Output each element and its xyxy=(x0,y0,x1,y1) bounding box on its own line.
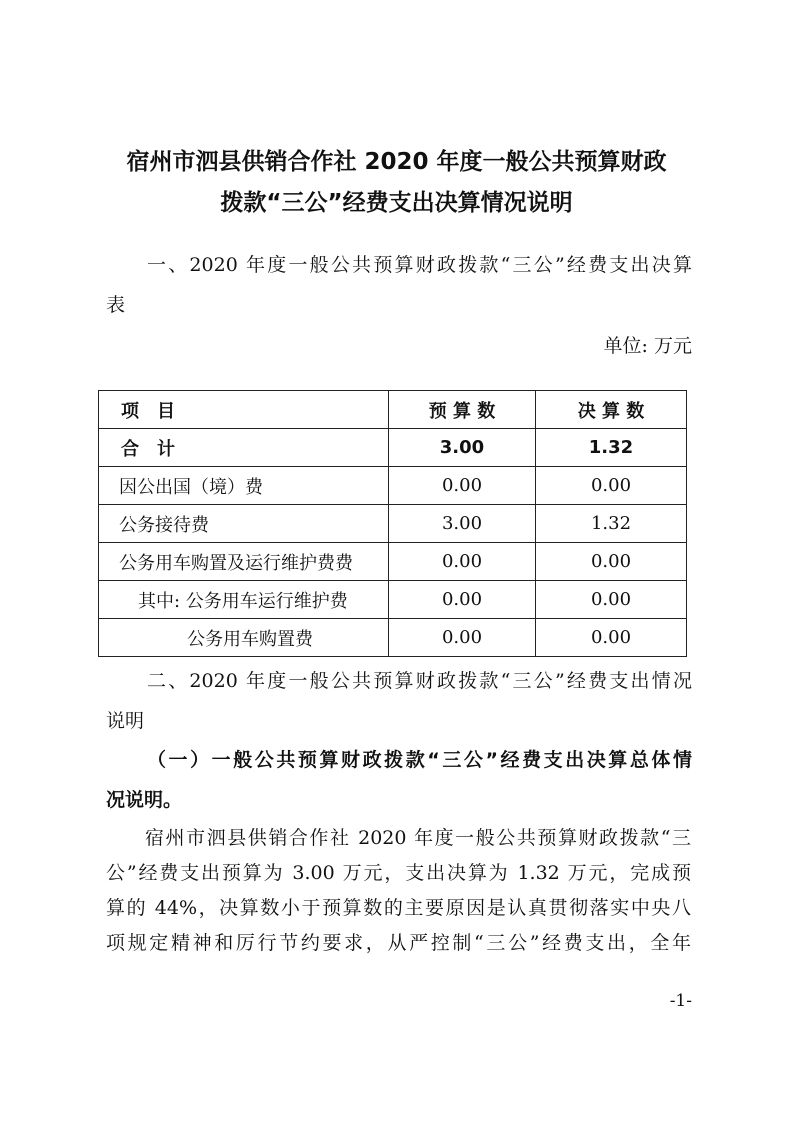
row-label: 公务接待费 xyxy=(99,505,389,543)
table-row xyxy=(99,619,687,657)
paragraph-line: 公”经费支出预算为 3.00 万元，支出决算为 1.32 万元，完成预 xyxy=(106,862,691,884)
row-actual-value: 1.32 xyxy=(536,505,687,543)
row-label: 公务用车购置费 xyxy=(99,619,389,657)
subsection-heading: （一）一般公共预算财政拨款“三公”经费支出决算总体情 xyxy=(147,749,692,771)
paragraph-line: 宿州市泗县供销合作社 2020 年度一般公共预算财政拨款“三 xyxy=(145,827,691,849)
section-1-heading: 一、2020 年度一般公共预算财政拨款“三公”经费支出决算 xyxy=(147,254,692,276)
row-budget-value: 0.00 xyxy=(389,467,536,505)
table-row xyxy=(99,543,687,581)
section-2-heading: 二、2020 年度一般公共预算财政拨款“三公”经费支出情况 xyxy=(147,670,692,692)
paragraph-line: 项规定精神和厉行节约要求，从严控制“三公”经费支出，全年 xyxy=(106,932,691,954)
document-title-line-1: 宿州市泗县供销合作社 2020 年度一般公共预算财政 xyxy=(126,149,667,175)
section-2-heading-continued: 说明 xyxy=(106,710,145,732)
row-budget-value: 3.00 xyxy=(389,505,536,543)
table-header-row xyxy=(99,391,687,429)
table-row-total xyxy=(99,429,687,467)
table-row xyxy=(99,467,687,505)
row-actual-value: 0.00 xyxy=(536,543,687,581)
column-header-item: 项 目 xyxy=(99,391,389,429)
row-label: 其中: 公务用车运行维护费 xyxy=(99,581,389,619)
row-label: 因公出国（境）费 xyxy=(99,467,389,505)
row-actual-value: 0.00 xyxy=(536,467,687,505)
row-budget-value: 0.00 xyxy=(389,543,536,581)
total-label: 合 计 xyxy=(99,429,389,467)
section-1-heading-continued: 表 xyxy=(106,294,126,316)
document-title-line-2: 拨款“三公”经费支出决算情况说明 xyxy=(220,190,573,216)
subsection-heading-continued: 况说明。 xyxy=(106,789,183,811)
column-header-actual: 决 算 数 xyxy=(536,391,687,429)
row-actual-value: 0.00 xyxy=(536,619,687,657)
total-actual-value: 1.32 xyxy=(536,429,687,467)
row-label: 公务用车购置及运行维护费费 xyxy=(99,543,389,581)
table-row xyxy=(99,581,687,619)
unit-label: 单位: 万元 xyxy=(603,335,692,357)
row-actual-value: 0.00 xyxy=(536,581,687,619)
table-row xyxy=(99,505,687,543)
total-budget-value: 3.00 xyxy=(389,429,536,467)
paragraph-line: 算的 44%，决算数小于预算数的主要原因是认真贯彻落实中央八 xyxy=(106,897,691,919)
row-budget-value: 0.00 xyxy=(389,581,536,619)
page-number: -1- xyxy=(669,991,692,1011)
row-budget-value: 0.00 xyxy=(389,619,536,657)
three-public-expenses-table xyxy=(98,390,687,657)
column-header-budget: 预 算 数 xyxy=(389,391,536,429)
